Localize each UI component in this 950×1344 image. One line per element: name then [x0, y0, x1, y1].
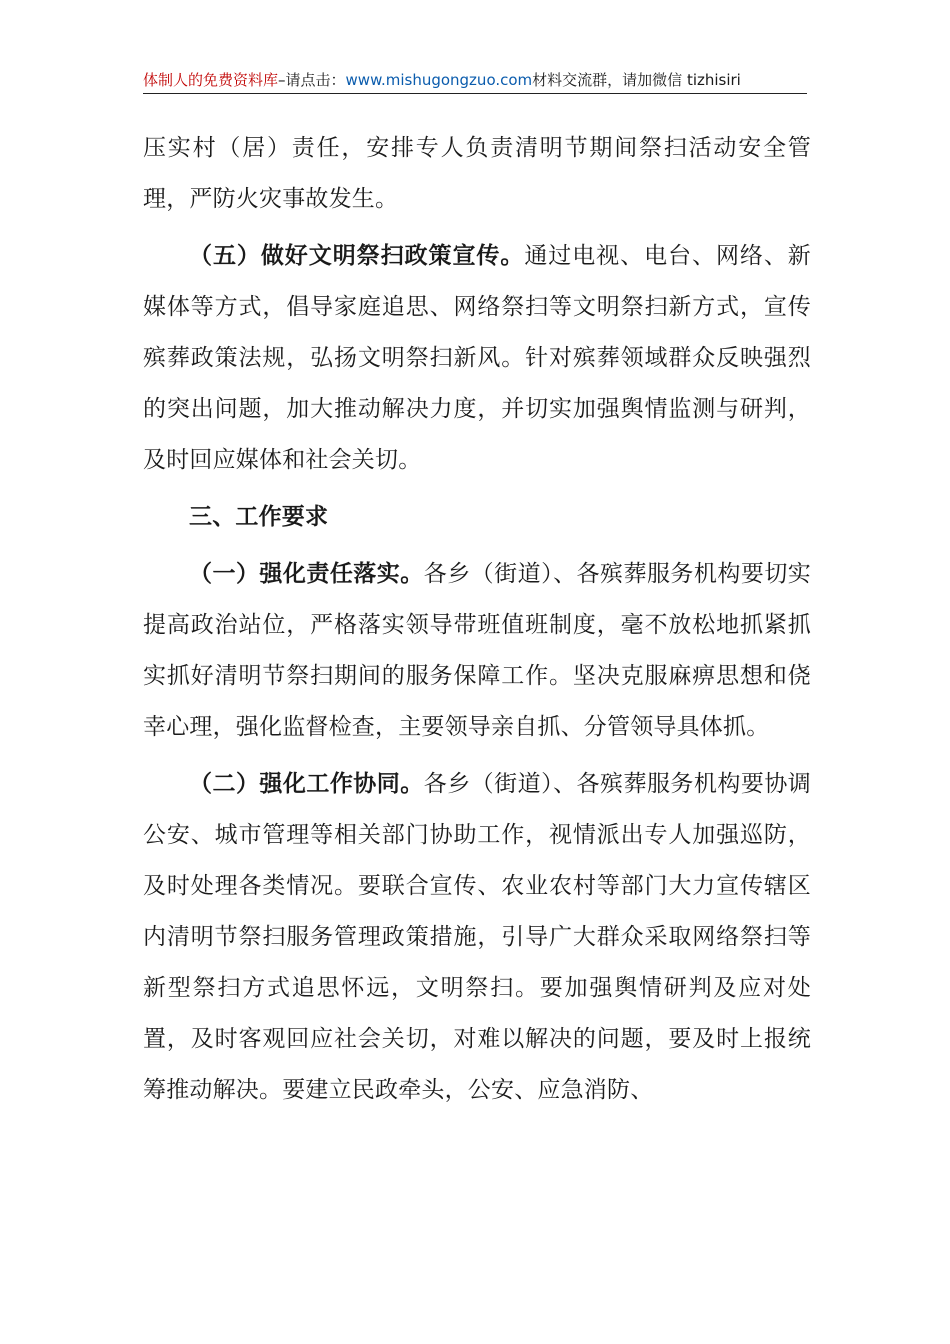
- paragraph-5-heading: （五）做好文明祭扫政策宣传。: [189, 243, 525, 269]
- paragraph-5-text: 通过电视、电台、网络、新媒体等方式，倡导家庭追思、网络祭扫等文明祭扫新方式，宣传殡葬政策法规，弘扬文明祭扫新风。针对殡葬领域群众反映强烈的突出问题，加大推动解决力度，并切实加强舆情监测与研判，及时回应媒体和社会关切。: [143, 243, 811, 473]
- section-heading-requirements: 三、工作要求: [189, 504, 329, 530]
- document-body: [143, 123, 811, 1122]
- paragraph-1-text: 各乡（街道）、各殡葬服务机构要切实提高政治站位，严格落实领导带班值班制度，毫不放松地抓紧抓实抓好清明节祭扫期间的服务保障工作。坚决克服麻痹思想和侥幸心理，强化监督检查，主要领导亲自抓、分管领导具体抓。: [143, 561, 811, 740]
- paragraph-2-coordination: [143, 759, 811, 1116]
- header-note: 材料交流群，请加微信 tizhisiri: [532, 71, 741, 89]
- paragraph-1-heading: （一）强化责任落实。: [189, 561, 424, 587]
- page-header: [143, 69, 807, 94]
- header-prompt: –请点击：: [278, 71, 346, 89]
- paragraph-2-text: 各乡（街道）、各殡葬服务机构要协调公安、城市管理等相关部门协助工作，视情派出专人加强巡防，及时处理各类情况。要联合宣传、农业农村等部门大力宣传辖区内清明节祭扫服务管理政策措施，引导广大群众采取网络祭扫等新型祭扫方式追思怀远，文明祭扫。要加强舆情研判及应对处置，及时客观回应社会关切，对难以解决的问题，要及时上报统筹推动解决。要建立民政牵头，公安、应急消防、: [143, 771, 811, 1103]
- header-link[interactable]: www.mishugongzuo.com: [345, 71, 533, 89]
- paragraph-5-publicity: [143, 231, 811, 486]
- paragraph-1-responsibility: [143, 549, 811, 753]
- paragraph-continuation: 压实村（居）责任，安排专人负责清明节期间祭扫活动安全管理，严防火灾事故发生。: [143, 135, 811, 212]
- paragraph-2-heading: （二）强化工作协同。: [189, 771, 424, 797]
- header-brand: 体制人的免费资料库: [143, 71, 279, 89]
